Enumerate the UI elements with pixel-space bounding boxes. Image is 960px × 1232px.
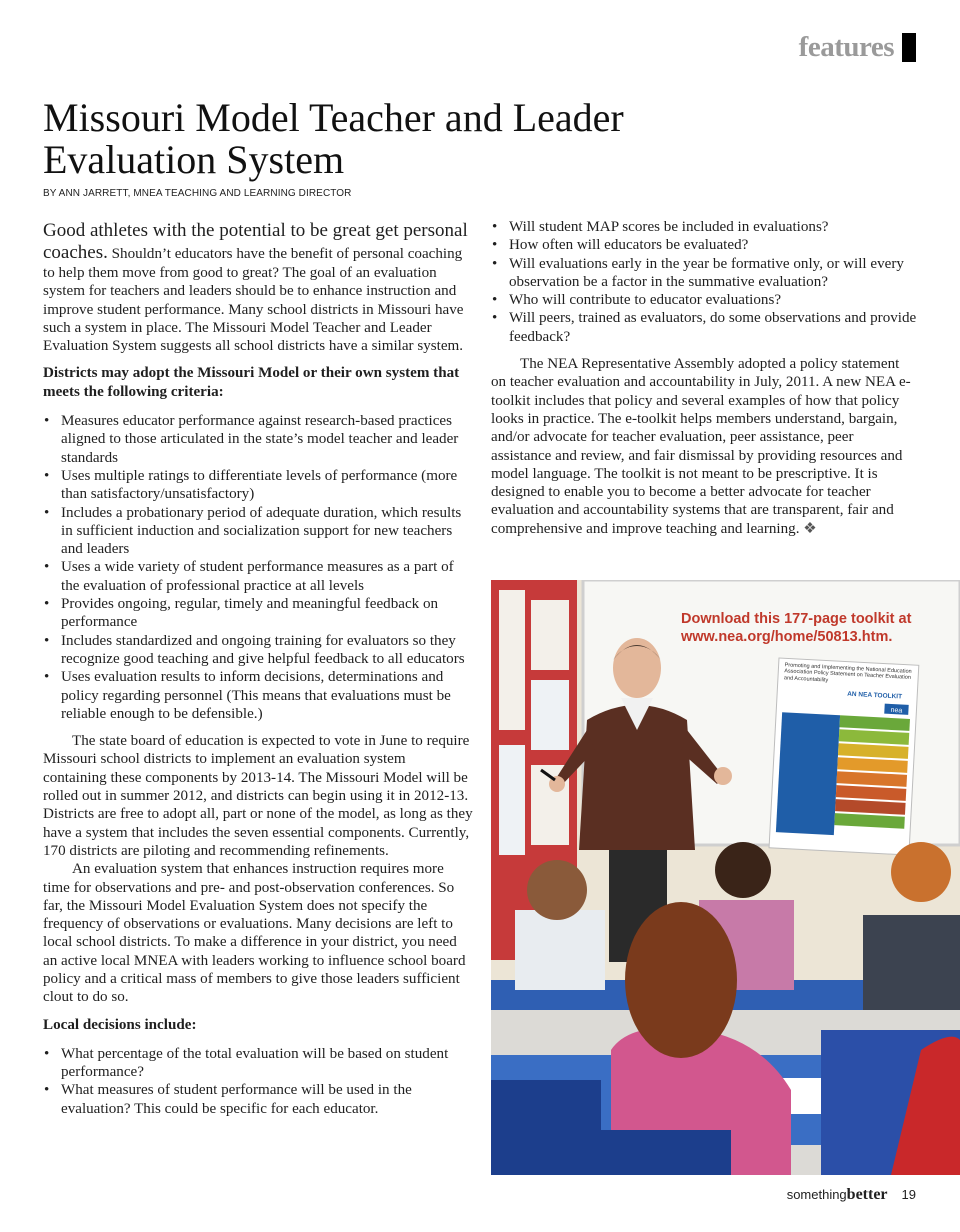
- toolkit-booklet: [769, 658, 919, 855]
- page-footer: [787, 1186, 916, 1204]
- criteria-item: • Uses multiple ratings to differentiate levels of performance (more than satisfactory/unsatisfactory): [43, 467, 473, 504]
- classroom-photo: [491, 580, 960, 1175]
- nea-paragraph-text: The NEA Representative Assembly adopted a policy statement on teacher evaluation and accountability in July, 2011. A new NEA e-toolkit includes that policy and several examples of how that policy looks in practice. The e-toolkit helps members understand, bargain, and/or advocate for teacher evaluation, peer assistance, peer assistance and review, and fair dismissal by providing resources and model language. The toolkit is not meant to be prescriptive. It is designed to enable you to become a better advocate for teacher evaluation and accountability systems that are transparent, fair and comprehensive and improve teaching and learning.: [491, 356, 911, 537]
- wall-poster: [531, 680, 569, 750]
- page-number: 19: [901, 1187, 916, 1202]
- local-decision-item: • Will evaluations early in the year be formative only, or will every observation be a factor in the summative evaluation?: [491, 255, 917, 292]
- booklet-title: Promoting and Implementing the National Education Association Policy Statement on Teacher Evaluation and Accountability: [783, 662, 912, 684]
- classroom-illustration: [491, 580, 960, 1175]
- left-column: [43, 220, 473, 1127]
- criteria-item: • Includes standardized and ongoing training for evaluators so they recognize good teaching and give helpful feedback to all educators: [43, 632, 473, 669]
- criteria-item: • Provides ongoing, regular, timely and meaningful feedback on performance: [43, 595, 473, 632]
- wall-poster: [499, 590, 525, 730]
- nea-paragraph: [491, 355, 917, 538]
- footer-brand-light: something: [786, 1187, 847, 1202]
- nea-logo-text: nea: [890, 706, 903, 715]
- student-shirt: [515, 910, 605, 990]
- lead-body: Shouldn’t educators have the benefit of personal coaching to help them move from good to great? The goal of an evaluation system for teachers and leaders should be to enhance instruction and improve student performance. Many school districts in Missouri have such a system in place. The Missouri Model Teacher and Leader Evaluation System suggests all school districts have a similar system.: [43, 246, 464, 355]
- student-head: [527, 860, 587, 920]
- teacher-head: [613, 638, 661, 698]
- footer-brand-bold: better: [846, 1186, 888, 1203]
- student-head: [891, 842, 951, 902]
- student-curly-hair: [625, 902, 737, 1058]
- right-column: [491, 218, 917, 538]
- criteria-item: • Includes a probationary period of adequate duration, which results in sufficient induction and socialization support for new teachers and leaders: [43, 504, 473, 559]
- lead-paragraph: [43, 220, 473, 355]
- criteria-item: • Measures educator performance against research-based practices aligned to those articulated in the state’s model teacher and leader standards: [43, 412, 473, 467]
- article-title: Missouri Model Teacher and Leader Evaluation System: [43, 95, 624, 182]
- criteria-heading: Districts may adopt the Missouri Model or their own system that meets the following criteria:: [43, 365, 460, 400]
- criteria-item: • Uses evaluation results to inform decisions, determinations and policy regarding personnel (This means that evaluations must be reliable enough to be defensible.): [43, 668, 473, 723]
- local-decision-item: • How often will educators be evaluated?: [491, 236, 917, 254]
- byline: BY ANN JARRETT, MNEA TEACHING AND LEARNING DIRECTOR: [43, 188, 352, 199]
- chair: [581, 1130, 731, 1175]
- student-shirt: [863, 915, 960, 1010]
- evaluation-system-paragraph: An evaluation system that enhances instruction requires more time for observations and pre- and post-observation conferences. So far, the Missouri Model Evaluation System does not specify the frequency of observations or evaluations. Many decisions are left to local school districts. To make a difference in your district, you need an active local MNEA with leaders working to influence school board policy and a critical mass of members to give those leaders sufficient clout to do so.: [43, 861, 466, 1006]
- local-decision-item: • Will peers, trained as evaluators, do some observations and provide feedback?: [491, 309, 917, 346]
- section-label-text: features: [798, 31, 894, 63]
- wall-poster: [499, 745, 525, 855]
- local-decision-item: • Who will contribute to educator evaluations?: [491, 291, 917, 309]
- local-decisions-list: [43, 1045, 473, 1118]
- section-marker-block: [902, 33, 916, 62]
- state-board-paragraph: The state board of education is expected to vote in June to require Missouri school districts to implement an evaluation system containing these components by 2013-14. The Missouri Model will be rolled out in summer 2012, and districts can begin using it in 2012-13. Districts are free to adopt all, part or none of the model, as long as they have a system that includes the seven essential components. Currently, 170 districts are piloting and recommending refinements.: [43, 733, 473, 859]
- teacher-hand-right: [714, 767, 732, 785]
- wall-poster: [531, 600, 569, 670]
- end-mark-icon: ❖: [803, 520, 817, 537]
- lead-heading: Good athletes with the potential to be great get personal coaches.: [43, 220, 468, 263]
- local-decisions-list-continued: [491, 218, 917, 346]
- toolkit-download-caption: Download this 177-page toolkit at www.nea.org/home/50813.htm.: [681, 611, 912, 645]
- local-decision-item: • What measures of student performance will be used in the evaluation? This could be specific for each educator.: [43, 1081, 473, 1118]
- chair: [491, 1080, 601, 1175]
- section-label: [799, 30, 916, 64]
- local-decision-item: • What percentage of the total evaluation will be based on student performance?: [43, 1045, 473, 1082]
- booklet-blue-panel: [776, 712, 840, 835]
- local-decisions-heading: Local decisions include:: [43, 1016, 197, 1033]
- criteria-item: • Uses a wide variety of student performance measures as a part of the evaluation of professional practice at all levels: [43, 558, 473, 595]
- criteria-list: [43, 412, 473, 723]
- student-head: [715, 842, 771, 898]
- local-decision-item: • Will student MAP scores be included in evaluations?: [491, 218, 917, 236]
- booklet-badge-text: AN NEA TOOLKIT: [847, 690, 903, 701]
